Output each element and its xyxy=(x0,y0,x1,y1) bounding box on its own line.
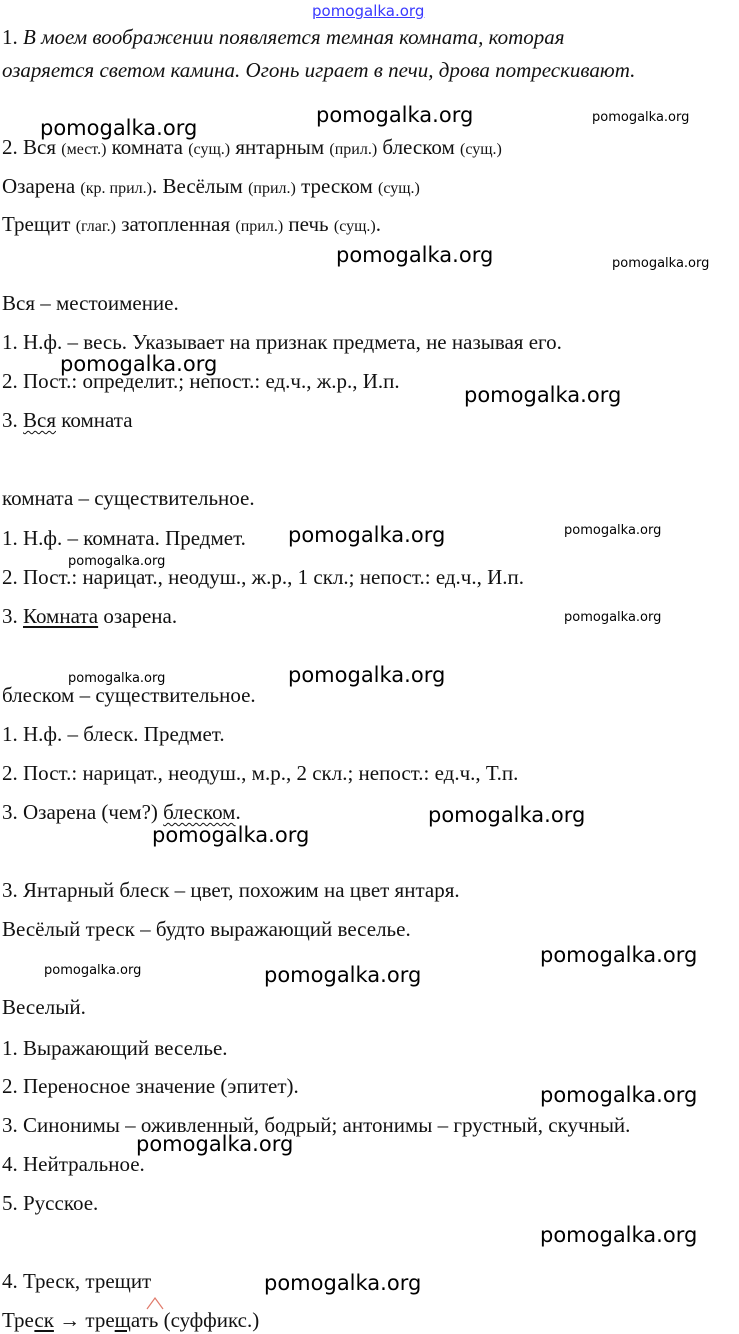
part-of-speech-tag: (сущ.) xyxy=(460,141,502,158)
bleskom-point2: 2. Пост.: нарицат., неодуш., м.р., 2 скл.; непост.: ед.ч., Т.п. xyxy=(2,761,519,785)
veselyi-point2: 2. Переносное значение (эпитет). xyxy=(2,1074,299,1098)
komnata-underlined-word: Комната xyxy=(23,604,99,628)
watermark: pomogalka.org xyxy=(316,103,474,127)
suffix-mark-icon xyxy=(145,1296,165,1310)
bleskom-heading: блеском – существительное. xyxy=(2,683,256,707)
sentence-word: янтарным xyxy=(230,135,330,159)
task4-line2 xyxy=(2,1307,259,1333)
watermark: pomogalka.org xyxy=(152,823,310,847)
watermark: pomogalka.org xyxy=(136,1132,294,1156)
komnata-point3 xyxy=(2,603,177,629)
watermark: pomogalka.org xyxy=(44,963,142,978)
part-of-speech-tag: (глаг.) xyxy=(75,218,116,235)
watermark: pomogalka.org xyxy=(68,671,166,686)
vsya-point2: 2. Пост.: определит.; непост.: ед.ч., ж.р., И.п. xyxy=(2,369,400,393)
task2-line3 xyxy=(2,211,381,240)
task4-suffix-sk: ск xyxy=(34,1308,54,1332)
part-of-speech-tag: (мест.) xyxy=(61,141,107,158)
sentence-word: треском xyxy=(295,174,378,198)
task1-line1 xyxy=(2,24,565,50)
watermark: pomogalka.org xyxy=(540,1083,698,1107)
komnata-heading: комната – существительное. xyxy=(2,486,255,510)
watermark: pomogalka.org xyxy=(592,110,690,125)
vsya-point3-suffix: комната xyxy=(56,408,133,432)
watermark-top-link[interactable]: pomogalka.org xyxy=(312,2,425,20)
sentence-word: блеском xyxy=(377,135,460,159)
watermark: pomogalka.org xyxy=(264,1271,422,1295)
komnata-point2: 2. Пост.: нарицат., неодуш., ж.р., 1 скл.; непост.: ед.ч., И.п. xyxy=(2,565,525,589)
part-of-speech-tag: (сущ.) xyxy=(333,218,376,235)
watermark: pomogalka.org xyxy=(464,383,622,407)
part-of-speech-tag: (прил.) xyxy=(235,218,284,235)
vsya-heading: Вся – местоимение. xyxy=(2,291,179,315)
part-of-speech-tag: (прил.) xyxy=(248,180,296,197)
sentence-word: печь xyxy=(283,212,334,236)
vsya-underlined-word: Вся xyxy=(23,408,56,432)
watermark: pomogalka.org xyxy=(564,610,662,625)
task1-number: 1. xyxy=(2,25,18,49)
vsya-point1: 1. Н.ф. – весь. Указывает на признак предмета, не называя его. xyxy=(2,330,562,354)
veselyi-point5: 5. Русское. xyxy=(2,1191,99,1215)
task2-line2 xyxy=(2,173,420,202)
task1-line2: озаряется светом камина. Огонь играет в печи, дрова потрескивают. xyxy=(2,58,636,82)
sentence-word: . xyxy=(375,212,381,236)
vsya-point3-prefix: 3. xyxy=(2,408,23,432)
sentence-word: затопленная xyxy=(115,212,236,236)
veselyi-heading: Веселый. xyxy=(2,995,86,1019)
bleskom-point1: 1. Н.ф. – блеск. Предмет. xyxy=(2,722,225,746)
task1-text-line1: В моем воображении появляется темная комната, которая xyxy=(23,25,565,49)
watermark: pomogalka.org xyxy=(612,256,710,271)
sentence-word: комната xyxy=(106,135,189,159)
task4-line1: 4. Треск, трещит xyxy=(2,1269,152,1293)
watermark: pomogalka.org xyxy=(540,1223,698,1247)
bleskom-point3-prefix: 3. Озарена (чем?) xyxy=(2,800,164,824)
part-of-speech-tag: (прил.) xyxy=(329,141,378,158)
watermark: pomogalka.org xyxy=(264,963,422,987)
sentence-word: 2. Вся xyxy=(2,135,62,159)
watermark: pomogalka.org xyxy=(564,523,662,538)
task4-root-part: Тре xyxy=(2,1308,35,1332)
task4-alternation-letter: щ xyxy=(114,1308,131,1332)
task4-ending-part: ать (суффикс.) xyxy=(130,1308,260,1332)
part-of-speech-tag: (сущ.) xyxy=(188,141,231,158)
komnata-point1: 1. Н.ф. – комната. Предмет. xyxy=(2,526,246,550)
vsya-point3 xyxy=(2,407,133,433)
watermark: pomogalka.org xyxy=(288,523,446,547)
sentence-word: . Весёлым xyxy=(151,174,249,198)
watermark: pomogalka.org xyxy=(288,663,446,687)
sentence-word: Озарена xyxy=(2,174,81,198)
task4-arrow-part: → тре xyxy=(53,1308,115,1332)
watermark: pomogalka.org xyxy=(60,352,218,376)
watermark: pomogalka.org xyxy=(40,116,198,140)
watermark: pomogalka.org xyxy=(428,803,586,827)
veselyi-point4: 4. Нейтральное. xyxy=(2,1152,145,1176)
bleskom-underlined-word: блеском xyxy=(163,800,236,824)
task3-line1: 3. Янтарный блеск – цвет, похожим на цвет янтаря. xyxy=(2,878,460,902)
veselyi-point3: 3. Синонимы – оживленный, бодрый; антонимы – грустный, скучный. xyxy=(2,1113,631,1137)
task3-line2: Весёлый треск – будто выражающий веселье. xyxy=(2,917,411,941)
bleskom-point3-suffix: . xyxy=(235,800,241,824)
veselyi-point1: 1. Выражающий веселье. xyxy=(2,1036,228,1060)
watermark: pomogalka.org xyxy=(336,243,494,267)
bleskom-point3 xyxy=(2,799,241,825)
part-of-speech-tag: (кр. прил.) xyxy=(80,180,152,197)
sentence-word: Трещит xyxy=(2,212,76,236)
komnata-point3-suffix: озарена. xyxy=(98,604,178,628)
part-of-speech-tag: (сущ.) xyxy=(377,180,420,197)
watermark: pomogalka.org xyxy=(68,554,166,569)
komnata-point3-prefix: 3. xyxy=(2,604,23,628)
watermark: pomogalka.org xyxy=(540,943,698,967)
